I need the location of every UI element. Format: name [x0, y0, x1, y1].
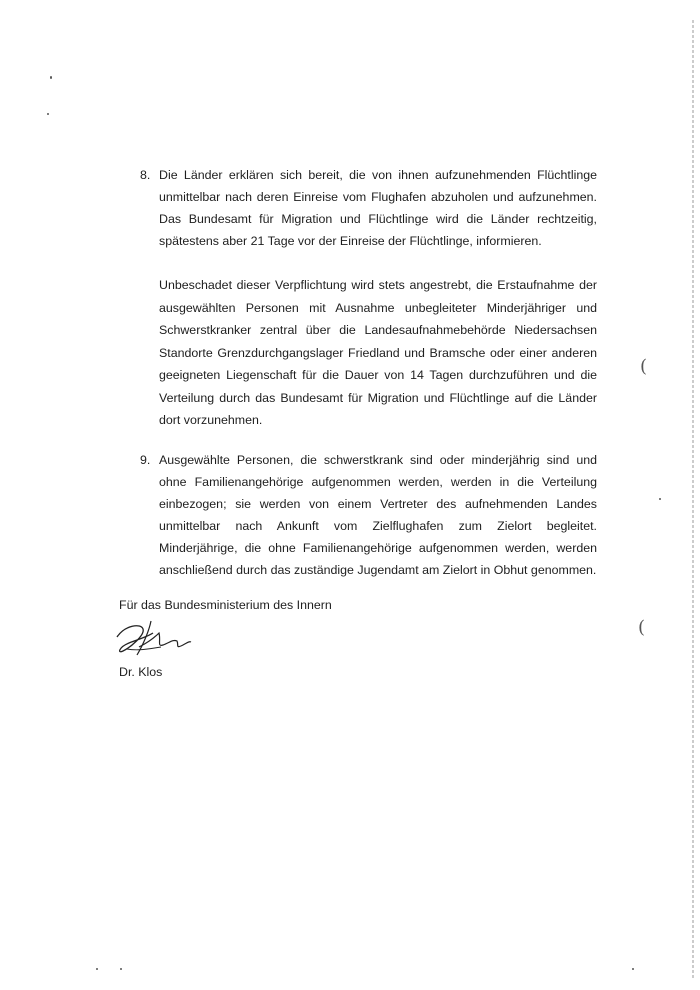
scan-speck	[120, 968, 122, 970]
punch-hole-mark: (	[638, 617, 646, 638]
item-number: 9.	[140, 453, 151, 467]
punch-hole-mark: (	[640, 356, 648, 377]
item-text: Ausgewählte Personen, die schwerstkrank sind oder minderjährig sind und ohne Familienangehörige aufgenommen werden, werden in die Verteilung einbezogen; sie werden von einem Vertreter des aufnehmenden Landes unmittelbar nach Ankunft vom Zielflughafen zum Zielort begleitet. Minderjährige, die ohne Familienangehörige aufgenommen werden, werden anschließend durch das zuständige Jugendamt am Zielort in Obhut genommen.	[159, 453, 597, 577]
scan-speck	[50, 76, 52, 79]
scan-speck	[632, 968, 634, 970]
closing-line: Für das Bundesministerium des Innern	[119, 598, 332, 612]
scan-speck	[47, 113, 49, 115]
scan-speck	[659, 498, 661, 500]
handwritten-signature	[113, 617, 193, 663]
signer-name: Dr. Klos	[119, 665, 163, 679]
item-text: Die Länder erklären sich bereit, die von ihnen aufzunehmenden Flüchtlinge unmittelbar nach deren Einreise vom Flughafen abzuholen und aufzunehmen. Das Bundesamt für Migration und Flüchtlinge wird die Länder rechtzeitig, spätestens aber 21 Tage vor der Einreise der Flüchtlinge, informieren.	[159, 168, 597, 248]
scan-edge-line	[692, 20, 694, 980]
scan-speck	[96, 968, 98, 970]
item-number: 8.	[140, 168, 151, 182]
paragraph-erstaufnahme: Unbeschadet dieser Verpflichtung wird stets angestrebt, die Erstaufnahme der ausgewählten Personen mit Ausnahme unbegleiteter Minderjähriger und Schwerstkranker zentral über die Landesaufnahmebehörde Niedersachsen Standorte Grenzdurchgangslager Friedland und Bramsche oder einer anderen geeigneten Liegenschaft für die Dauer von 14 Tagen durchzuführen und die Verteilung durch das Bundesamt für Migration und Flüchtlinge auf die Länder dort vorzunehmen.	[159, 278, 597, 427]
